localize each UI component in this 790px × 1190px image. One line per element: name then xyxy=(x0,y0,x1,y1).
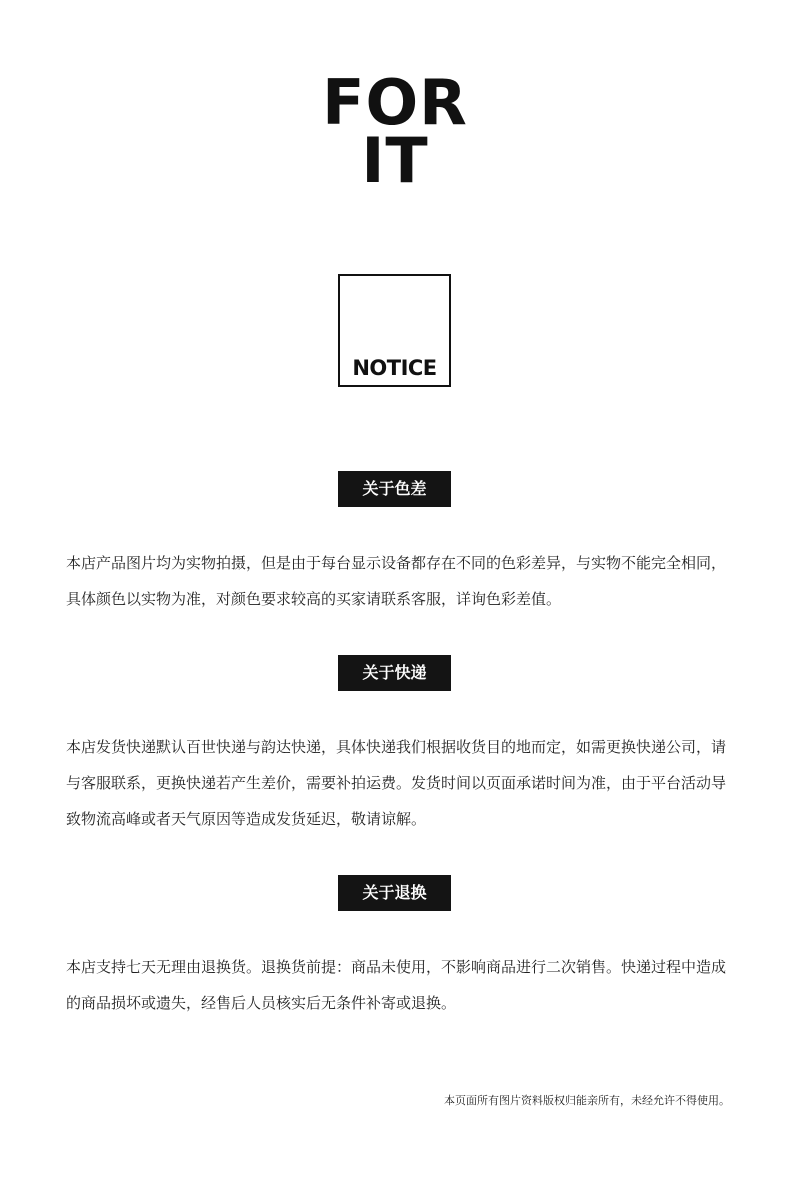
brand-logo xyxy=(0,66,790,197)
notice-badge xyxy=(338,274,451,387)
section-title-color-difference: 关于色差 xyxy=(338,471,451,507)
section-text-returns: 本店支持七天无理由退换货。退换货前提：商品未使用，不影响商品进行二次销售。快递过程中造成的商品损坏或遗失，经售后人员核实后无条件补寄或退换。 xyxy=(66,958,727,1012)
brand-logo-line-2: IT xyxy=(361,124,429,197)
brand-logo-line-1: FOR xyxy=(322,66,468,139)
section-title-returns: 关于退换 xyxy=(338,875,451,911)
notice-badge-label: NOTICE xyxy=(352,356,437,380)
section-text-color-difference: 本店产品图片均为实物拍摄，但是由于每台显示设备都存在不同的色彩差异，与实物不能完全相同，具体颜色以实物为准，对颜色要求较高的买家请联系客服，详询色彩差值。 xyxy=(66,554,727,608)
section-text-delivery: 本店发货快递默认百世快递与韵达快递，具体快递我们根据收货目的地而定，如需更换快递公司，请与客服联系，更换快递若产生差价，需要补拍运费。发货时间以页面承诺时间为准，由于平台活动导致物流高峰或者天气原因等造成发货延迟，敬请谅解。 xyxy=(66,738,727,828)
section-title-delivery: 关于快递 xyxy=(338,655,451,691)
copyright-notice: 本页面所有图片资料版权归能亲所有，未经允许不得使用。 xyxy=(444,1094,730,1107)
